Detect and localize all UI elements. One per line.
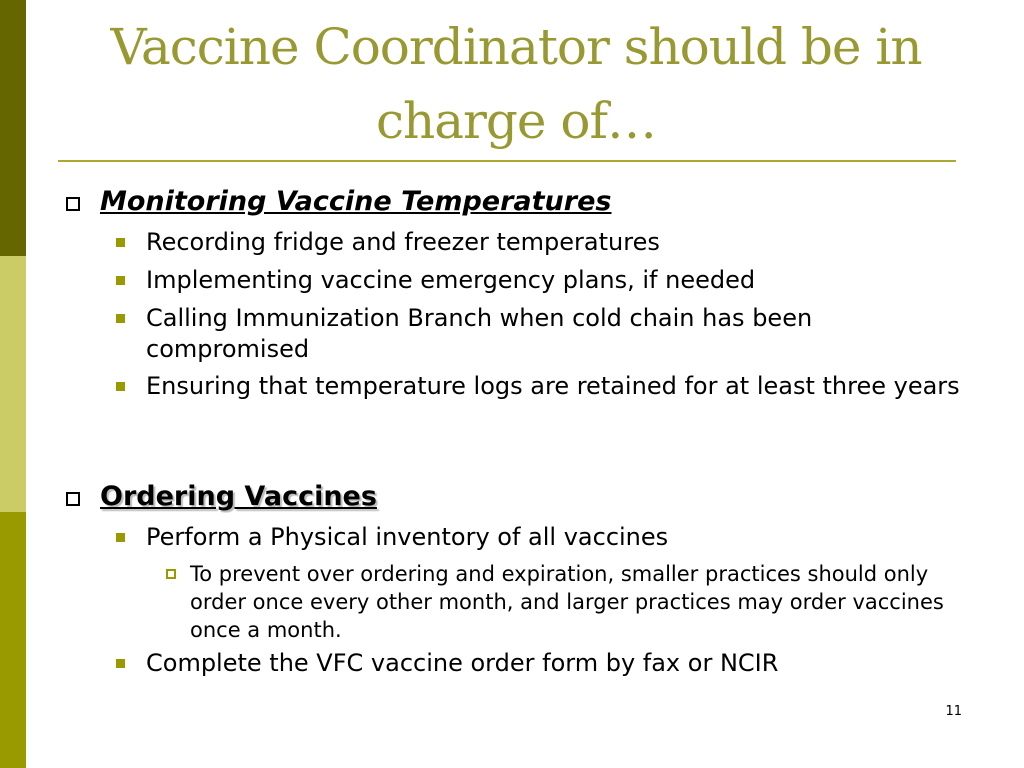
list-item: Perform a Physical inventory of all vaccines [146, 523, 669, 551]
slide-title: Vaccine Coordinator should be in charge of… [110, 18, 922, 150]
square-bullet-icon [116, 382, 125, 391]
square-bullet-icon [166, 569, 176, 579]
square-bullet-icon [116, 533, 125, 542]
square-bullet-icon [116, 314, 125, 323]
list-item: Ensuring that temperature logs are retained for at least three years [146, 372, 960, 400]
list-item: Complete the VFC vaccine order form by fax or NCIR [146, 649, 779, 677]
square-bullet-icon [66, 197, 80, 211]
square-bullet-icon [116, 276, 125, 285]
sub-list-item: To prevent over ordering and expiration, smaller practices should only order once every other month, and larger practices may order vaccines once a month. [190, 562, 944, 642]
section-heading-ordering: Ordering Vaccines [100, 481, 377, 512]
square-bullet-icon [66, 492, 80, 506]
list-item: Recording fridge and freezer temperatures [146, 228, 660, 256]
slide-number: 11 [945, 704, 962, 719]
list-item: Calling Immunization Branch when cold chain has been compromised [146, 304, 813, 363]
square-bullet-icon [116, 238, 125, 247]
section-heading-monitoring: Monitoring Vaccine Temperatures [100, 186, 612, 217]
list-item: Implementing vaccine emergency plans, if needed [146, 266, 756, 294]
square-bullet-icon [116, 659, 125, 668]
